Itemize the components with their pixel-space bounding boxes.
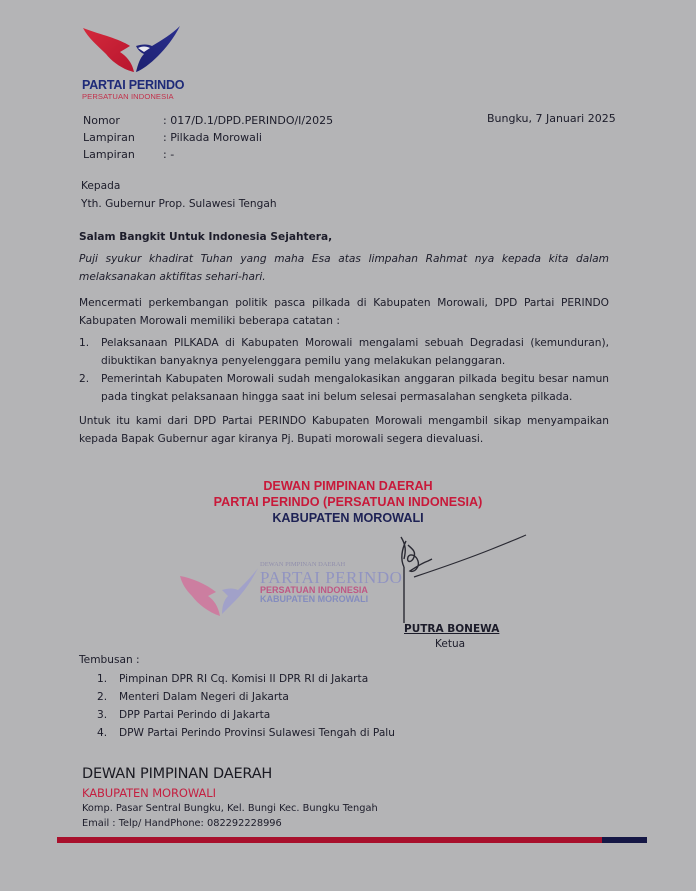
eagle-wings-icon: [78, 22, 188, 78]
footer-contact: Email : Telp/ HandPhone: 082292228996: [82, 818, 282, 829]
meta-row-lampiran: [83, 129, 333, 146]
stamp-line3: PERSATUAN INDONESIA: [260, 584, 368, 595]
recipient-name: Yth. Gubernur Prop. Sulawesi Tengah: [81, 198, 277, 210]
cc-number: 1.: [97, 673, 108, 685]
list-item: [79, 370, 609, 406]
greeting: Salam Bangkit Untuk Indonesia Sejahtera,: [79, 231, 333, 243]
meta-value: : -: [163, 148, 175, 161]
official-stamp: [176, 560, 403, 620]
cc-text: Pimpinan DPR RI Cq. Komisi II DPR RI di Jakarta: [119, 673, 369, 685]
list-item: [79, 334, 609, 370]
signature-heading-line1: DEWAN PIMPINAN DAERAH: [263, 479, 433, 493]
meta-label: Nomor: [83, 114, 120, 127]
footer-bar-navy: [602, 837, 647, 843]
footer-subtitle: KABUPATEN MOROWALI: [82, 786, 216, 800]
meta-row-nomor: [83, 112, 333, 129]
stamp-line4: KABUPATEN MOROWALI: [260, 593, 369, 604]
letter-meta: [83, 112, 333, 163]
footer-address: Komp. Pasar Sentral Bungku, Kel. Bungi Kec. Bungku Tengah: [82, 803, 378, 814]
logo-name: PARTAI PERINDO: [82, 78, 185, 92]
intro-paragraph: Mencermati perkembangan politik pasca pilkada di Kabupaten Morowali, DPD Partai PERINDO Kabupaten Morowali memiliki beberapa catatan :: [79, 297, 609, 327]
cc-text: DPP Partai Perindo di Jakarta: [119, 709, 271, 721]
cc-item: [97, 724, 395, 742]
cc-text: DPW Partai Perindo Provinsi Sulawesi Tengah di Palu: [119, 727, 395, 739]
meta-value: : 017/D.1/DPD.PERINDO/I/2025: [163, 114, 334, 127]
list-text: Pelaksanaan PILKADA di Kabupaten Morowali mengalami sebuah Degradasi (kemunduran), dibuktikan banyaknya penyelenggara pemilu yang melakukan pelanggaran.: [101, 337, 609, 367]
list-text: Pemerintah Kabupaten Morowali sudah mengalokasikan anggaran pilkada begitu besar namun pada tingkat pelaksanaan hingga saat ini belum selesai permasalahan sengketa pilkada.: [101, 373, 609, 403]
opening-paragraph: Puji syukur khadirat Tuhan yang maha Esa atas limpahan Rahmat nya kepada kita dalam melaksanakan aktifitas sehari-hari.: [79, 253, 609, 283]
party-logo: [78, 22, 188, 100]
closing-paragraph: Untuk itu kami dari DPD Partai PERINDO Kabupaten Morowali mengambil sikap menyampaikan kepada Bapak Gubernur agar kiranya Pj. Bupati morowali segera dievaluasi.: [79, 415, 609, 445]
place-date: Bungku, 7 Januari 2025: [487, 112, 616, 125]
handwritten-signature: [392, 527, 532, 627]
stamp-wings-icon: [176, 564, 260, 620]
signature-heading-line3: KABUPATEN MOROWALI: [272, 511, 424, 525]
cc-list: [97, 670, 395, 742]
meta-label: Lampiran: [83, 148, 135, 161]
stamp-text: [260, 562, 402, 604]
cc-item: [97, 706, 395, 724]
meta-row-lampiran-2: [83, 146, 333, 163]
stamp-line2: PARTAI PERINDO: [260, 567, 403, 587]
points-list: [79, 334, 609, 406]
meta-value: : Pilkada Morowali: [163, 131, 262, 144]
logo-tagline: PERSATUAN INDONESIA: [82, 92, 174, 101]
meta-label: Lampiran: [83, 131, 135, 144]
list-number: 1.: [79, 337, 90, 349]
footer-bar-red: [57, 837, 602, 843]
cc-item: [97, 670, 395, 688]
cc-label: Tembusan :: [79, 654, 140, 666]
signer-role: Ketua: [435, 638, 466, 650]
cc-number: 4.: [97, 727, 108, 739]
cc-number: 2.: [97, 691, 108, 703]
stamp-line1: DEWAN PIMPINAN DAERAH: [260, 561, 346, 568]
recipient-label: Kepada: [81, 180, 121, 192]
cc-item: [97, 688, 395, 706]
cc-text: Menteri Dalam Negeri di Jakarta: [119, 691, 289, 703]
cc-number: 3.: [97, 709, 108, 721]
signature-heading-line2: PARTAI PERINDO (PERSATUAN INDONESIA): [213, 495, 483, 509]
footer-title: DEWAN PIMPINAN DAERAH: [82, 766, 273, 782]
list-number: 2.: [79, 373, 90, 385]
recipient: [81, 177, 277, 213]
signer-name: PUTRA BONEWA: [404, 623, 500, 635]
signature-heading: [0, 478, 696, 526]
